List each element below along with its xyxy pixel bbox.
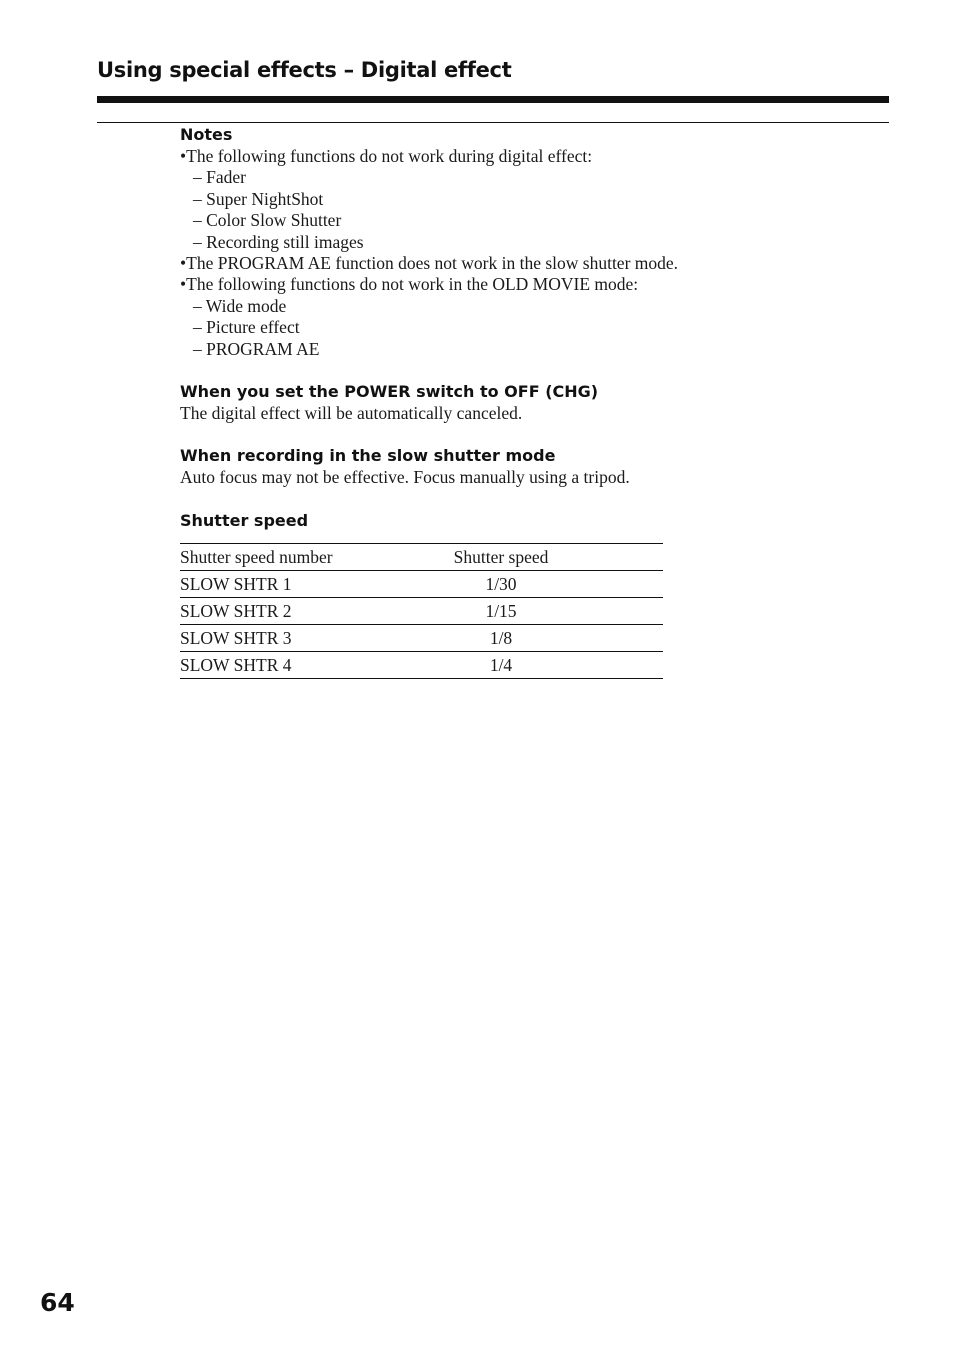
shutter-speed-value-cell: 1/15	[485, 601, 517, 621]
note-item: •The PROGRAM AE function does not work in the slow shutter mode.	[180, 253, 679, 274]
shutter-speed-value-cell: 1/8	[489, 628, 513, 648]
slow-shutter-body: Auto focus may not be effective. Focus manually using a tripod.	[180, 467, 630, 488]
notes-list	[180, 146, 880, 360]
shutter-speed-number-cell: SLOW SHTR 1	[180, 574, 292, 594]
note-subitem: – Recording still images	[193, 231, 364, 252]
shutter-speed-value-cell: 1/4	[489, 655, 513, 675]
section-gap	[180, 489, 880, 510]
column-header-number: Shutter speed number	[180, 547, 333, 567]
header-rule-thin	[97, 122, 889, 123]
main-content	[180, 124, 880, 532]
shutter-speed-value-cell: 1/30	[485, 574, 517, 594]
table-row	[180, 598, 663, 625]
shutter-speed-number-cell: SLOW SHTR 2	[180, 601, 292, 621]
page-number: 64	[40, 1288, 75, 1317]
power-section-body: The digital effect will be automatically canceled.	[180, 403, 523, 424]
section-gap	[180, 360, 880, 381]
shutter-speed-heading: Shutter speed	[180, 510, 309, 530]
shutter-speed-number-cell: SLOW SHTR 3	[180, 628, 292, 648]
note-subitem: – Picture effect	[193, 317, 300, 338]
section-gap	[180, 424, 880, 445]
table-row	[180, 652, 663, 679]
note-subitem: – Super NightShot	[193, 188, 324, 209]
notes-heading: Notes	[180, 125, 233, 144]
note-subitem: – Wide mode	[193, 295, 287, 316]
note-subitem: – Color Slow Shutter	[193, 210, 342, 231]
table-row	[180, 571, 663, 598]
note-subitem: – Fader	[193, 167, 246, 188]
power-section-heading: When you set the POWER switch to OFF (CHG)	[180, 382, 599, 402]
table-body	[180, 571, 663, 679]
table-header-row	[180, 544, 663, 571]
column-header-speed: Shutter speed	[453, 547, 549, 567]
header-rule-thick	[97, 96, 889, 103]
note-subitem: – PROGRAM AE	[193, 338, 320, 359]
shutter-speed-number-cell: SLOW SHTR 4	[180, 655, 292, 675]
note-item: •The following functions do not work in the OLD MOVIE mode:	[180, 274, 639, 295]
shutter-speed-table	[180, 543, 663, 679]
note-item: •The following functions do not work during digital effect:	[180, 146, 593, 166]
slow-shutter-heading: When recording in the slow shutter mode	[180, 446, 556, 466]
page-title: Using special effects – Digital effect	[97, 58, 512, 82]
table-row	[180, 625, 663, 652]
